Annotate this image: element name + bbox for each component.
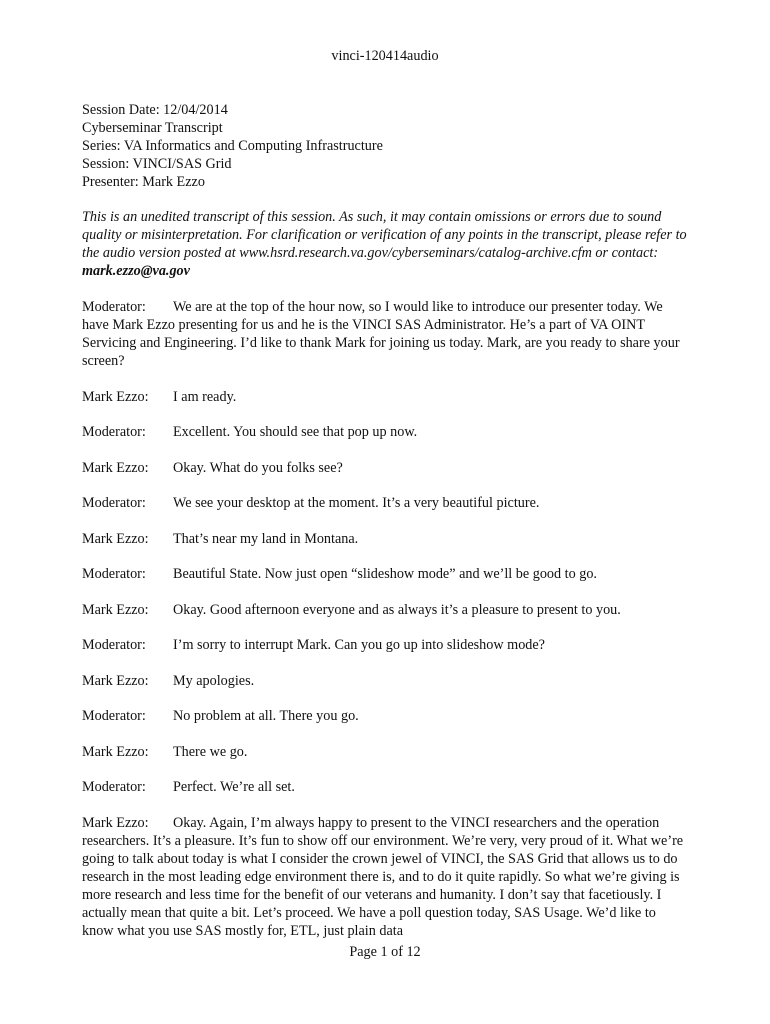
running-header: vinci-120414audio [331, 48, 439, 64]
transcript-turn [82, 565, 688, 583]
transcript-turn [82, 672, 688, 690]
transcript-turn [82, 459, 688, 477]
transcript-turn [82, 743, 688, 761]
transcript-body [82, 101, 688, 957]
speaker-label: Moderator: [82, 637, 146, 653]
transcript-turn [82, 601, 688, 619]
speaker-label: Moderator: [82, 495, 146, 511]
turn-text: No problem at all. There you go. [173, 708, 359, 724]
transcript-turn [82, 298, 688, 370]
transcript-turn [82, 814, 688, 940]
transcript-turn [82, 530, 688, 548]
contact-email: mark.ezzo@va.gov [82, 263, 190, 279]
turn-text: Okay. What do you folks see? [173, 459, 343, 476]
turn-text: That’s near my land in Montana. [173, 530, 359, 547]
turn-text: I’m sorry to interrupt Mark. Can you go up into slideshow mode? [173, 637, 545, 653]
speaker-label: Moderator: [82, 299, 146, 315]
disclaimer-text: This is an unedited transcript of this session. As such, it may contain omissions or errors due to sound quality or misinterpretation. For clarification or verification of any points in the transcript, please refer to the audio version posted at www.hsrd.research.va.gov/cyberseminars/catalog-archive.cfm or contact: [82, 209, 687, 261]
turn-text: There we go. [173, 743, 248, 760]
turn-text: My apologies. [173, 672, 255, 689]
transcript-type: Cyberseminar Transcript [82, 120, 223, 136]
turn-text: Excellent. You should see that pop up now. [173, 424, 418, 440]
speaker-label: Moderator: [82, 779, 146, 795]
speaker-label: Moderator: [82, 708, 146, 724]
turn-text: Okay. Good afternoon everyone and as always it’s a pleasure to present to you. [173, 601, 621, 618]
session-metadata [82, 101, 688, 191]
speaker-label: Moderator: [82, 566, 146, 582]
presenter: Presenter: Mark Ezzo [82, 174, 205, 190]
disclaimer [82, 208, 688, 280]
session-name: Session: VINCI/SAS Grid [82, 156, 232, 172]
page-number: Page 1 of 12 [349, 944, 421, 960]
transcript-turn [82, 423, 688, 441]
transcript-turn [82, 494, 688, 512]
turn-text: We are at the top of the hour now, so I would like to introduce our presenter today. We have Mark Ezzo presenting for us and he is the VINCI SAS Administrator. He’s a part of VA OINT Servicing and Engineering. I’d like to thank Mark for joining us today. Mark, are you ready to share your screen? [82, 299, 680, 369]
turn-text: We see your desktop at the moment. It’s a very beautiful picture. [173, 495, 540, 511]
speaker-label: Mark Ezzo: [82, 743, 149, 760]
speaker-label: Mark Ezzo: [82, 601, 149, 618]
transcript-turn [82, 707, 688, 725]
turn-text: Perfect. We’re all set. [173, 779, 295, 795]
speaker-label: Mark Ezzo: [82, 530, 149, 547]
transcript-turn [82, 636, 688, 654]
session-date: Session Date: 12/04/2014 [82, 102, 228, 118]
turn-text: Beautiful State. Now just open “slideshow mode” and we’ll be good to go. [173, 566, 597, 582]
speaker-label: Mark Ezzo: [82, 388, 149, 405]
series: Series: VA Informatics and Computing Infrastructure [82, 138, 383, 154]
speaker-label: Mark Ezzo: [82, 672, 149, 689]
speaker-label: Mark Ezzo: [82, 814, 149, 831]
turn-text: Okay. Again, I’m always happy to present to the VINCI researchers and the operation researchers. It’s a pleasure. It’s fun to show off our environment. We’re very, very proud of it. What we’re going to talk about today is what I consider the crown jewel of VINCI, the SAS Grid that allows us to do research in the most leading edge environment there is, and to do it quite rapidly. So what we’re giving is more research and less time for the benefit of our veterans and humanity. I don’t say that facetiously. I actually mean that quite a bit. Let’s proceed. We have a poll question today, SAS Usage. We’d like to know what you use SAS mostly for, ETL, just plain data [82, 814, 684, 939]
transcript-turn [82, 778, 688, 796]
turn-text: I am ready. [173, 388, 237, 405]
transcript-turn [82, 388, 688, 406]
speaker-label: Moderator: [82, 424, 146, 440]
speaker-label: Mark Ezzo: [82, 459, 149, 476]
